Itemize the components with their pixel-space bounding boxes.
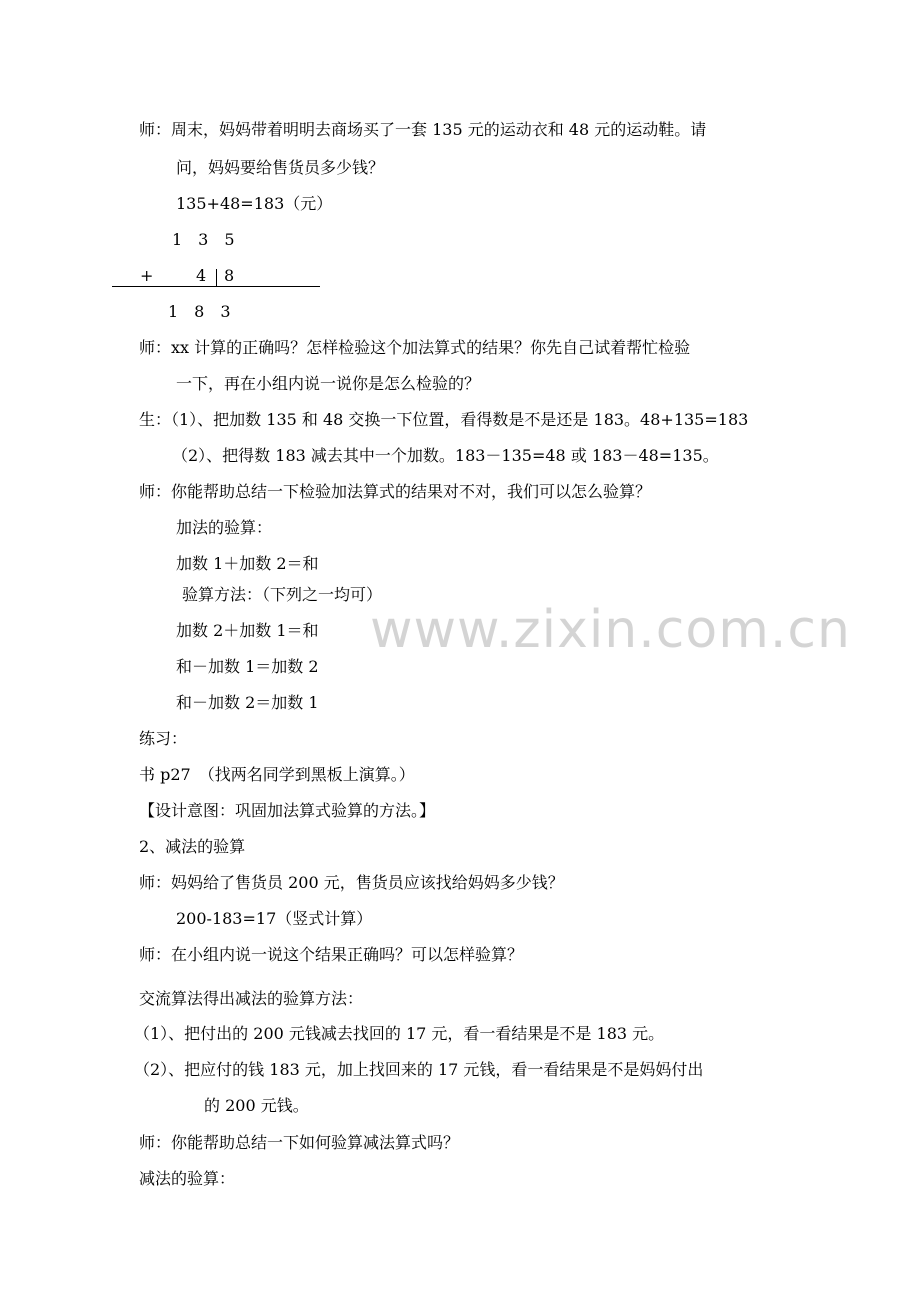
text-line: 交流算法得出减法的验算方法： [139, 989, 364, 1008]
section-heading: 2、减法的验算 [139, 837, 246, 856]
text-line: 加法的验算： [176, 518, 273, 537]
text-line: 书 p27 （找两名同学到黑板上演算。） [139, 765, 415, 784]
text-line: 师：在小组内说一说这个结果正确吗？可以怎样验算？ [139, 945, 524, 964]
text-line: 师：xx 计算的正确吗？怎样检验这个加法算式的结果？你先自己试着帮忙检验 [139, 338, 691, 357]
calc-row-addend-2-ones: 8 [224, 266, 235, 285]
text-line: （2）、把应付的钱 183 元，加上找回来的 17 元钱，看一看结果是不是妈妈付出 [134, 1060, 704, 1079]
text-line: （2）、把得数 183 减去其中一个加数。183－135=48 或 183－48=135。 [172, 446, 719, 465]
text-line: 的 200 元钱。 [204, 1096, 309, 1115]
text-line: 师：你能帮助总结一下检验加法算式的结果对不对，我们可以怎么验算？ [139, 482, 652, 501]
text-line: 师：周末，妈妈带着明明去商场买了一套 135 元的运动衣和 48 元的运动鞋。请 [139, 120, 707, 139]
formula-line: 加数 2＋加数 1＝和 [176, 621, 319, 640]
formula-line: 和－加数 1＝加数 2 [176, 657, 319, 676]
text-line: 师：你能帮助总结一下如何验算减法算式吗？ [139, 1133, 460, 1152]
calc-row-addend-2-tens: 4 [196, 266, 207, 285]
equation-line: 135+48=183（元） [176, 194, 333, 213]
design-intent-note: 【设计意图：巩固加法算式验算的方法。】 [139, 801, 436, 820]
text-line: 问，妈妈要给售货员多少钱？ [176, 158, 385, 177]
text-line: 生：（1）、把加数 135 和 48 交换一下位置，看得数是不是还是 183。48+135=183 [139, 410, 749, 429]
calc-tick-mark [216, 269, 217, 286]
watermark: www.zixin.com.cn [370, 600, 851, 660]
calc-plus-sign: + [140, 266, 154, 285]
formula-line: 加数 1＋加数 2＝和 [176, 554, 319, 573]
calc-row-result: 1 8 3 [168, 302, 231, 321]
text-line: （1）、把付出的 200 元钱减去找回的 17 元，看一看结果是不是 183 元。 [134, 1024, 665, 1043]
calc-row-addend-1: 1 3 5 [172, 230, 235, 249]
text-line: 师：妈妈给了售货员 200 元，售货员应该找给妈妈多少钱？ [139, 873, 564, 892]
text-line: 验算方法：（下列之一均可） [182, 585, 383, 604]
text-line: 一下，再在小组内说一说你是怎么检验的？ [176, 374, 481, 393]
text-line: 减法的验算： [139, 1169, 236, 1188]
formula-line: 和－加数 2＝加数 1 [176, 693, 319, 712]
section-heading: 练习： [139, 729, 188, 748]
equation-line: 200-183=17（竖式计算） [176, 909, 373, 928]
calc-underline [112, 286, 320, 287]
